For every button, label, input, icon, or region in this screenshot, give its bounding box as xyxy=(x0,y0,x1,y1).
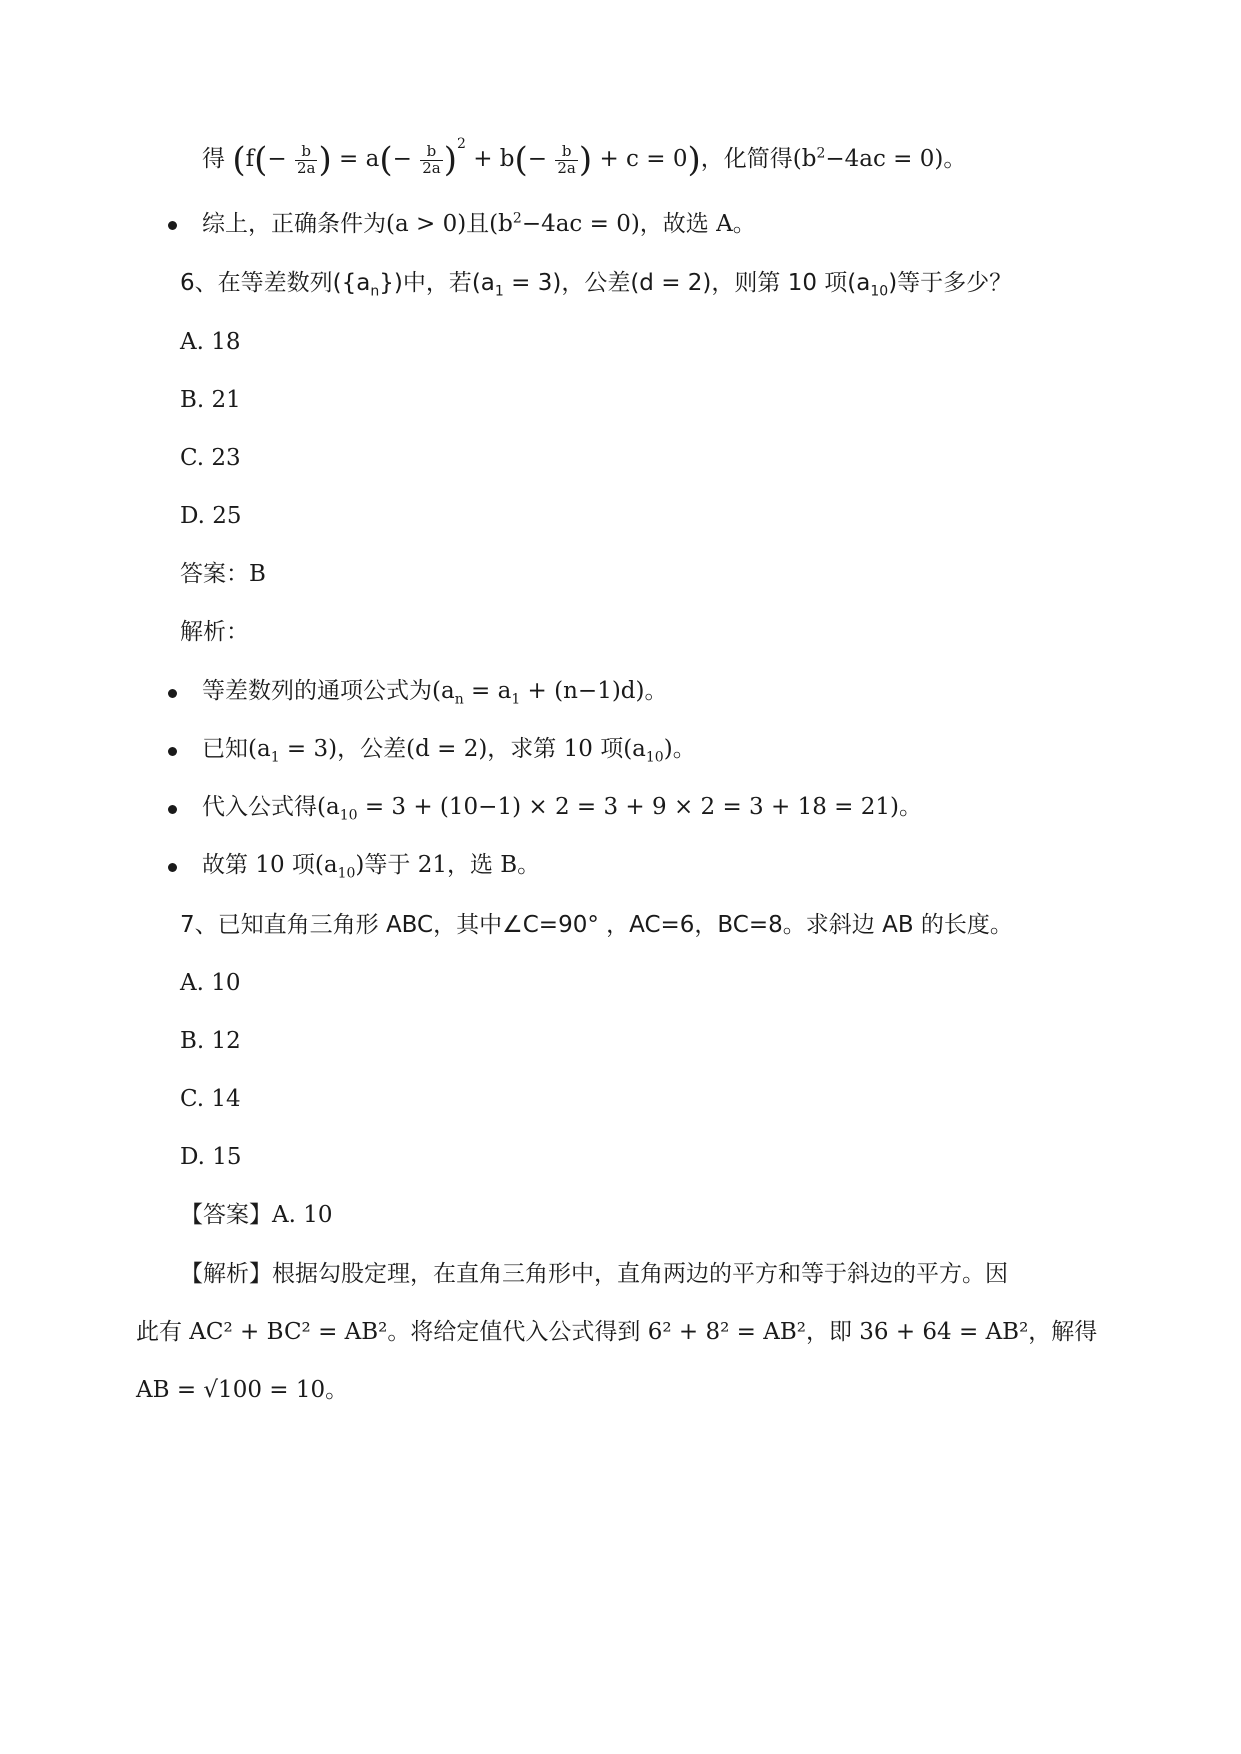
q6-subscript: 10 xyxy=(870,283,889,300)
q6-stem-part: )等于多少？ xyxy=(888,270,1013,296)
q6-subscript: n xyxy=(370,283,380,300)
q6-analysis-bullet-2 xyxy=(202,736,696,766)
bullet-subscript: 10 xyxy=(339,807,358,824)
formula-zero: 0 xyxy=(672,146,688,172)
q6-analysis-bullet-3 xyxy=(202,794,922,824)
formula-plus: + xyxy=(473,146,493,172)
bullet-dot xyxy=(168,863,177,872)
bullet-subscript: 1 xyxy=(511,691,521,708)
bullet-text: )等于 21，选 B。 xyxy=(355,852,541,878)
q6-stem-part: })中，若(a xyxy=(379,270,495,296)
fraction-denominator: 2a xyxy=(296,158,316,177)
summary-exponent: 2 xyxy=(512,210,522,227)
bullet-subscript: 10 xyxy=(645,749,664,766)
fraction-numerator: b xyxy=(301,141,311,160)
q7-analysis-line-2: 此有 AC² + BC² = AB²。将给定值代入公式得到 6² + 8² = AB²，即 36 + 64 = AB²，解得 xyxy=(136,1319,1098,1345)
q6-analysis-bullet-4 xyxy=(202,852,541,882)
question-7-stem: 7、已知直角三角形 ABC，其中∠C=90° ，AC=6，BC=8。求斜边 AB 的长度。 xyxy=(180,912,1013,938)
fraction-denominator: 2a xyxy=(422,158,441,177)
q6-option-c: C. 23 xyxy=(180,445,241,471)
formula-minus: − xyxy=(267,146,287,172)
summary-text-tail: −4ac = 0)，故选 A。 xyxy=(521,211,756,237)
bullet-text: = 3)，公差(d = 2)，求第 10 项(a xyxy=(279,736,646,762)
bullet-dot xyxy=(168,221,177,230)
formula-minus: − xyxy=(392,146,412,172)
fraction xyxy=(555,141,578,177)
summary-text: 综上，正确条件为(a > 0)且(b xyxy=(202,211,513,237)
q7-option-d: D. 15 xyxy=(180,1144,242,1170)
bullet-text: 已知(a xyxy=(202,736,271,762)
formula-a: a xyxy=(365,146,380,172)
formula-prefix: 得 xyxy=(202,146,225,172)
summary-bullet xyxy=(202,210,756,237)
formula-f: f xyxy=(245,146,255,172)
formula-exponent: 2 xyxy=(456,136,466,152)
q6-analysis-bullet-1 xyxy=(202,678,668,708)
bullet-dot xyxy=(168,689,177,698)
formula-b: b xyxy=(499,146,515,172)
bullet-text: 故第 10 项(a xyxy=(202,852,338,878)
q6-option-d: D. 25 xyxy=(180,503,242,529)
q7-answer: 【答案】A. 10 xyxy=(180,1202,333,1228)
bullet-dot xyxy=(168,805,177,814)
bullet-text: = a xyxy=(463,678,512,704)
formula-plus-c: + c = xyxy=(599,146,666,172)
q6-answer: 答案：B xyxy=(180,561,266,587)
q6-stem-part: 6、在等差数列({a xyxy=(180,270,371,296)
formula-tail-expr: (b xyxy=(792,146,817,172)
question-6-stem xyxy=(180,270,1013,300)
bullet-text: 等差数列的通项公式为(a xyxy=(202,678,455,704)
bullet-subscript: 10 xyxy=(337,865,356,882)
fraction-numerator: b xyxy=(426,141,437,160)
bullet-subscript: n xyxy=(454,691,464,708)
fraction-denominator: 2a xyxy=(557,158,576,177)
formula-minus: − xyxy=(527,146,548,172)
bullet-text: = 3 + (10−1) × 2 = 3 + 9 × 2 = 3 + 18 = 21)。 xyxy=(357,794,922,820)
bullet-subscript: 1 xyxy=(270,749,280,766)
q6-option-a: A. 18 xyxy=(180,329,241,355)
q6-analysis-label: 解析： xyxy=(180,619,249,645)
bullet-dot xyxy=(168,747,177,756)
q7-option-b: B. 12 xyxy=(180,1028,241,1054)
q7-option-c: C. 14 xyxy=(180,1086,241,1112)
formula-tail-text: ，化简得 xyxy=(700,146,793,172)
fraction xyxy=(420,141,443,177)
formula-equals: = xyxy=(339,146,359,172)
fraction xyxy=(295,141,318,177)
q7-option-a: A. 10 xyxy=(180,970,241,996)
q7-analysis-line-1: 【解析】根据勾股定理，在直角三角形中，直角两边的平方和等于斜边的平方。因 xyxy=(180,1261,1008,1287)
formula-tail-exponent: 2 xyxy=(816,145,826,162)
bullet-text: 代入公式得(a xyxy=(202,794,340,820)
q6-option-b: B. 21 xyxy=(180,387,241,413)
q6-stem-part: = 3)，公差(d = 2)，则第 10 项(a xyxy=(503,270,871,296)
bullet-text: + (n−1)d)。 xyxy=(520,678,668,704)
bullet-text: )。 xyxy=(663,736,696,762)
formula-line: 得 (f(− $\frac{b}{2a}$ ) = a(− $\frac{b}{2a}$ )$^2$ + b(− $\frac{b}{2a}$ ) + c = 0)，化简得$(b^2-4ac = 0)$。 xyxy=(202,136,967,180)
q6-subscript: 1 xyxy=(494,283,504,300)
q7-analysis-line-3: AB = √100 = 10。 xyxy=(136,1377,349,1403)
fraction-numerator: b xyxy=(561,141,572,160)
formula-tail-expr: −4ac = 0)。 xyxy=(825,146,967,172)
